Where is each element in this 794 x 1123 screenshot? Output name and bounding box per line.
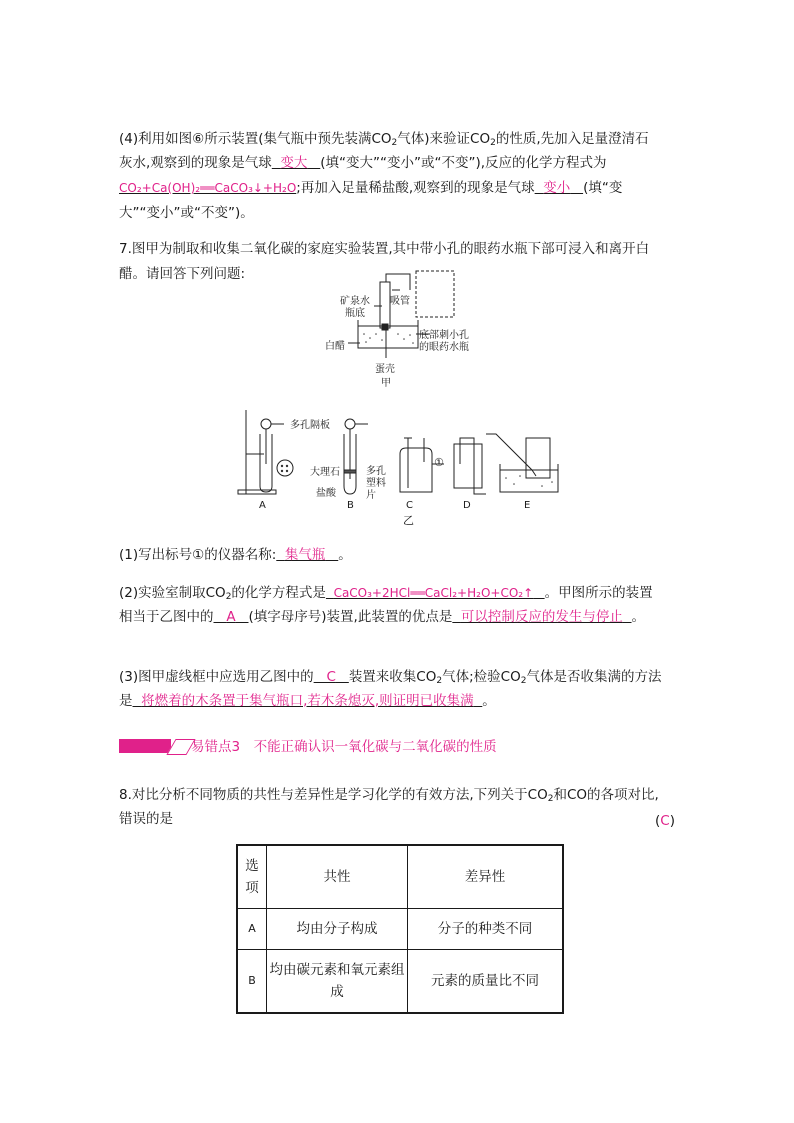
- equation-answer: CaCO₃+2HCl══CaCl₂+H₂O+CO₂↑: [333, 586, 534, 600]
- label-vinegar: 白醋: [325, 341, 345, 352]
- q6-4-line1: (4)利用如图⑥所示装置(集气瓶中预先装满$CO_2$气体)来验证$CO_2$的性质,先加入足量澄清石: [119, 131, 649, 148]
- q6-4-line3: CO₂+Ca(OH)₂══CaCO₃↓+H₂O;再加入足量稀盐酸,观察到的现象是气球 变小 (填“变: [119, 180, 623, 196]
- comparison-table: [236, 844, 564, 1014]
- table-header-cell: 选项: [237, 845, 267, 909]
- q7-sub3-line1: (3)图甲虚线框中应选用乙图中的 C 装置来收集$CO_2$气体;检验$CO_2$气体是否收集满的方法: [119, 669, 662, 686]
- dropper-bottle: [380, 282, 390, 328]
- q7-sub2-line1: (2)实验室制取$CO_2$的化学方程式是 CaCO₃+2HCl══CaCl₂+H₂O+CO₂↑ 。甲图所示的装置: [119, 585, 653, 602]
- dashed-box: [416, 271, 454, 317]
- label-dropper: 底部刺小孔的眼药水瓶: [419, 330, 469, 353]
- letter-c: C: [406, 500, 413, 511]
- answer-blank: 变大: [280, 155, 308, 171]
- q7-sub3-line2: 是 将燃着的木条置于集气瓶口,若木条熄灭,则证明已收集满 。: [119, 693, 496, 709]
- label-straw: 吸管: [390, 296, 410, 307]
- table-row: [237, 909, 563, 950]
- label-acid: 盐酸: [316, 488, 336, 499]
- figure-caption-yi: 乙: [403, 514, 414, 527]
- banner-title: 易错点3 不能正确认识一氧化碳与二氧化碳的性质: [191, 739, 497, 755]
- table-cell: 均由碳元素和氧元素组成: [267, 950, 408, 1014]
- label-circled-one: ①: [434, 456, 444, 469]
- table-header-cell: 差异性: [408, 845, 564, 909]
- q6-4-line4: 大”“变小”或“不变”)。: [119, 205, 254, 221]
- table-row: [237, 950, 563, 1014]
- letter-d: D: [463, 500, 471, 511]
- gas-bottle-d: [454, 444, 482, 488]
- answer-blank: 集气瓶: [284, 547, 326, 563]
- table-cell: A: [237, 909, 267, 950]
- gas-bottle-c: [400, 448, 432, 492]
- letter-a: A: [259, 500, 266, 511]
- table-cell: B: [237, 950, 267, 1014]
- q7-stem-line1: 7.图甲为制取和收集二氧化碳的家庭实验装置,其中带小孔的眼药水瓶下部可浸入和离开白: [119, 241, 650, 257]
- q7-sub2-line2: 相当于乙图中的 A (填字母序号)装置,此装置的优点是 可以控制反应的发生与停止 。: [119, 609, 646, 625]
- label-porous-plate: 多孔隔板: [290, 420, 330, 431]
- table-cell: 均由分子构成: [267, 909, 408, 950]
- table-header-cell: 共性: [267, 845, 408, 909]
- section-banner: [119, 737, 519, 757]
- table-cell: 分子的种类不同: [408, 909, 564, 950]
- letter-e: E: [524, 500, 531, 511]
- answer-blank: 将燃着的木条置于集气瓶口,若木条熄灭,则证明已收集满: [141, 693, 474, 709]
- q6-4-line2: 灰水,观察到的现象是气球 变大 (填“变大”“变小”或“不变”),反应的化学方程式为: [119, 155, 607, 171]
- figure-yi: [236, 404, 566, 504]
- label-porous-plastic: 多孔塑料片: [366, 466, 386, 501]
- label-eggshell: 蛋壳: [375, 364, 395, 375]
- label-marble: 大理石: [310, 467, 340, 478]
- equation-answer: CO₂+Ca(OH)₂══CaCO₃↓+H₂O: [119, 181, 297, 195]
- answer-blank: C: [326, 669, 336, 685]
- q8-stem-line1: 8.对比分析不同物质的共性与差异性是学习化学的有效方法,下列关于$CO_2$和CO的各项对比,: [119, 787, 659, 804]
- table-cell: 元素的质量比不同: [408, 950, 564, 1014]
- q7-stem-line2: 醋。请回答下列问题:: [119, 266, 246, 282]
- q8-answer: (C): [655, 813, 675, 829]
- label-bottle-base: 矿泉水瓶底: [340, 296, 370, 319]
- figure-caption-jia: 甲: [381, 378, 391, 389]
- banner-bar: [119, 739, 171, 753]
- q7-sub1: (1)写出标号①的仪器名称: 集气瓶 。: [119, 547, 352, 563]
- table-header-row: [237, 845, 563, 909]
- answer-blank: 变小: [543, 180, 571, 196]
- letter-b: B: [347, 500, 354, 511]
- answer-blank: 可以控制反应的发生与停止: [460, 609, 623, 625]
- q8-stem-line2: 错误的是: [119, 811, 173, 827]
- answer-blank: A: [226, 609, 236, 625]
